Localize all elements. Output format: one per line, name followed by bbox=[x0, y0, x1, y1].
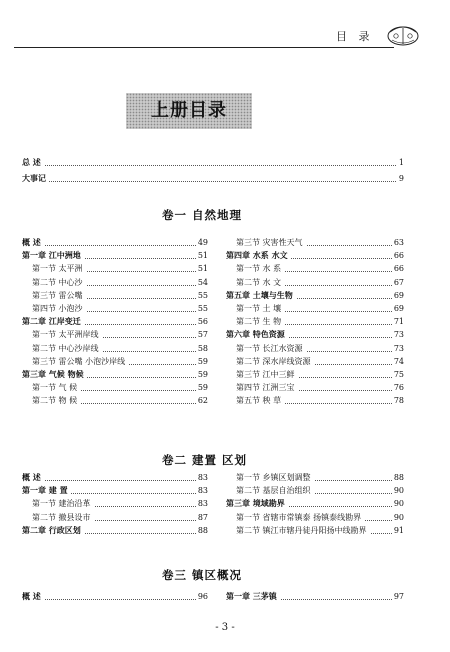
toc-entry bbox=[32, 355, 208, 368]
toc-entry-page: 58 bbox=[197, 343, 208, 353]
toc-entry-label: 第一节 太平洲岸线 bbox=[32, 328, 102, 341]
volume-2-title: 卷二 建置 区划 bbox=[162, 453, 248, 467]
toc-entry bbox=[236, 342, 404, 355]
dot-leader bbox=[22, 245, 208, 246]
toc-entry-page: 1 bbox=[398, 158, 404, 167]
toc-entry bbox=[236, 236, 404, 249]
toc-entry bbox=[22, 368, 208, 381]
toc-entry-label: 第二章 江岸变迁 bbox=[22, 315, 84, 328]
toc-entry-page: 59 bbox=[197, 356, 208, 366]
toc-entry-label: 第二节 深水岸线资源 bbox=[236, 355, 314, 368]
dot-leader bbox=[22, 599, 208, 600]
toc-entry-page: 51 bbox=[197, 251, 208, 261]
toc-entry-label: 第二节 水 文 bbox=[236, 276, 284, 289]
header-rule bbox=[14, 47, 394, 48]
toc-entry-label: 第三节 雷公嘴 小泡沙岸线 bbox=[32, 355, 128, 368]
toc-entry-label: 第二节 中心沙 bbox=[32, 276, 86, 289]
toc-entry bbox=[236, 394, 404, 407]
toc-entry-label: 第二节 生 物 bbox=[236, 315, 284, 328]
toc-entry-label: 第四章 水系 水文 bbox=[226, 249, 291, 262]
volume-1-title: 卷一 自然地理 bbox=[162, 208, 243, 222]
toc-entry-page: 90 bbox=[393, 499, 404, 509]
toc-entry-label: 第一节 气 候 bbox=[32, 381, 80, 394]
toc-entry-page: 78 bbox=[393, 396, 404, 406]
toc-entry-page: 83 bbox=[197, 486, 208, 496]
toc-entry-label: 第三节 灾害性天气 bbox=[236, 236, 306, 249]
toc-entry bbox=[32, 262, 208, 275]
page-number: - 3 - bbox=[215, 622, 235, 633]
toc-entry bbox=[32, 394, 208, 407]
toc-entry bbox=[32, 342, 208, 355]
toc-entry-label: 第二节 撤县设市 bbox=[32, 511, 94, 524]
toc-entry bbox=[22, 471, 208, 484]
dot-leader bbox=[22, 181, 404, 182]
toc-entry-page: 54 bbox=[197, 277, 208, 287]
dot-leader bbox=[22, 480, 208, 481]
book-logo-icon bbox=[384, 20, 422, 48]
toc-entry bbox=[22, 315, 208, 328]
toc-entry-label: 第一章 江中洲地 bbox=[22, 249, 84, 262]
toc-entry-label: 大事记 bbox=[22, 172, 49, 185]
toc-entry-label: 第一节 建治沿革 bbox=[32, 497, 94, 510]
toc-entry bbox=[32, 328, 208, 341]
toc-entry bbox=[236, 302, 404, 315]
toc-entry-page: 71 bbox=[393, 317, 404, 327]
toc-entry-page: 73 bbox=[393, 343, 404, 353]
toc-entry-page: 73 bbox=[393, 330, 404, 340]
toc-entry-page: 57 bbox=[197, 330, 208, 340]
toc-entry-page: 88 bbox=[197, 525, 208, 535]
toc-entry-page: 69 bbox=[393, 290, 404, 300]
toc-entry-label: 第二节 物 候 bbox=[32, 394, 80, 407]
toc-entry-label: 第三章 境域勘界 bbox=[226, 497, 288, 510]
toc-entry bbox=[22, 484, 208, 497]
toc-entry-label: 第一节 乡镇区划调整 bbox=[236, 471, 314, 484]
toc-entry-page: 96 bbox=[197, 592, 208, 601]
toc-entry-label: 概 述 bbox=[22, 236, 44, 249]
toc-entry bbox=[22, 236, 208, 249]
toc-entry-page: 91 bbox=[393, 525, 404, 535]
toc-entry-label: 第一章 三茅镇 bbox=[226, 590, 280, 603]
toc-entry bbox=[236, 484, 404, 497]
toc-entry bbox=[22, 249, 208, 262]
toc-entry-label: 第二节 基层自治组织 bbox=[236, 484, 314, 497]
toc-entry-label: 第二节 中心沙岸线 bbox=[32, 342, 102, 355]
toc-entry bbox=[226, 497, 404, 510]
toc-entry-label: 第五章 土壤与生物 bbox=[226, 289, 296, 302]
toc-entry-page: 59 bbox=[197, 383, 208, 393]
toc-entry-label: 第一节 省辖市常镇泰 扬镇泰线勘界 bbox=[236, 511, 364, 524]
toc-entry-page: 97 bbox=[393, 592, 404, 601]
toc-entry bbox=[32, 511, 208, 524]
toc-entry bbox=[236, 355, 404, 368]
dot-leader bbox=[22, 165, 404, 166]
toc-entry-page: 67 bbox=[393, 277, 404, 287]
toc-entry bbox=[32, 276, 208, 289]
toc-entry-label: 第一节 水 系 bbox=[236, 262, 284, 275]
toc-entry bbox=[236, 524, 404, 537]
toc-entry bbox=[236, 276, 404, 289]
toc-entry-page: 69 bbox=[393, 304, 404, 313]
toc-entry bbox=[22, 172, 404, 185]
toc-entry bbox=[32, 497, 208, 510]
toc-entry bbox=[22, 590, 208, 603]
toc-entry bbox=[226, 249, 404, 262]
toc-entry bbox=[22, 156, 404, 169]
toc-entry bbox=[32, 289, 208, 302]
toc-entry-label: 第二节 镇江市辖丹徒丹阳扬中线勘界 bbox=[236, 524, 370, 537]
toc-entry-label: 第四节 小泡沙 bbox=[32, 302, 86, 315]
page-title: 上册目录 bbox=[151, 100, 227, 121]
toc-entry bbox=[236, 471, 404, 484]
toc-entry-page: 74 bbox=[393, 356, 404, 366]
toc-entry bbox=[236, 368, 404, 381]
toc-entry-page: 90 bbox=[393, 512, 404, 522]
volume-3-title: 卷三 镇区概况 bbox=[162, 568, 243, 582]
toc-entry-page: 83 bbox=[197, 499, 208, 509]
toc-entry bbox=[226, 289, 404, 302]
toc-entry-label: 第三节 江中三鲜 bbox=[236, 368, 298, 381]
toc-entry bbox=[236, 511, 404, 524]
toc-entry-label: 第四节 江洲三宝 bbox=[236, 381, 298, 394]
toc-entry-page: 66 bbox=[393, 264, 404, 274]
toc-entry-page: 90 bbox=[393, 486, 404, 496]
toc-entry bbox=[236, 381, 404, 394]
toc-entry-page: 75 bbox=[393, 370, 404, 379]
toc-entry-label: 第三节 雷公嘴 bbox=[32, 289, 86, 302]
toc-entry-page: 66 bbox=[393, 251, 404, 261]
toc-entry-page: 62 bbox=[197, 396, 208, 406]
toc-entry bbox=[226, 328, 404, 341]
toc-entry-label: 第五节 秧 草 bbox=[236, 394, 284, 407]
toc-entry-label: 第三章 气候 物候 bbox=[22, 368, 87, 381]
toc-entry-page: 56 bbox=[197, 317, 208, 327]
toc-entry-label: 第二章 行政区划 bbox=[22, 524, 84, 537]
header-label: 目 录 bbox=[336, 30, 374, 43]
toc-entry-page: 49 bbox=[197, 238, 208, 247]
toc-entry-label: 第六章 特色资源 bbox=[226, 328, 288, 341]
toc-entry-page: 83 bbox=[197, 473, 208, 482]
toc-entry-label: 概 述 bbox=[22, 590, 44, 603]
toc-entry-page: 55 bbox=[197, 290, 208, 300]
toc-entry bbox=[236, 315, 404, 328]
toc-entry-page: 59 bbox=[197, 370, 208, 379]
toc-entry-page: 9 bbox=[398, 174, 404, 183]
toc-entry-label: 第一节 长江水资源 bbox=[236, 342, 306, 355]
toc-entry-page: 63 bbox=[393, 238, 404, 247]
toc-entry-page: 55 bbox=[197, 304, 208, 313]
toc-entry bbox=[226, 590, 404, 603]
toc-entry bbox=[22, 524, 208, 537]
toc-entry bbox=[236, 262, 404, 275]
toc-entry bbox=[32, 302, 208, 315]
toc-entry bbox=[32, 381, 208, 394]
toc-entry-label: 第一节 太平洲 bbox=[32, 262, 86, 275]
toc-entry-label: 第一章 建 置 bbox=[22, 484, 71, 497]
toc-entry-label: 第一节 土 壤 bbox=[236, 302, 284, 315]
toc-entry-label: 总 述 bbox=[22, 156, 44, 169]
toc-entry-label: 概 述 bbox=[22, 471, 44, 484]
toc-entry-page: 88 bbox=[393, 473, 404, 482]
toc-entry-page: 76 bbox=[393, 383, 404, 393]
toc-entry-page: 51 bbox=[197, 264, 208, 274]
toc-entry-page: 87 bbox=[197, 512, 208, 522]
